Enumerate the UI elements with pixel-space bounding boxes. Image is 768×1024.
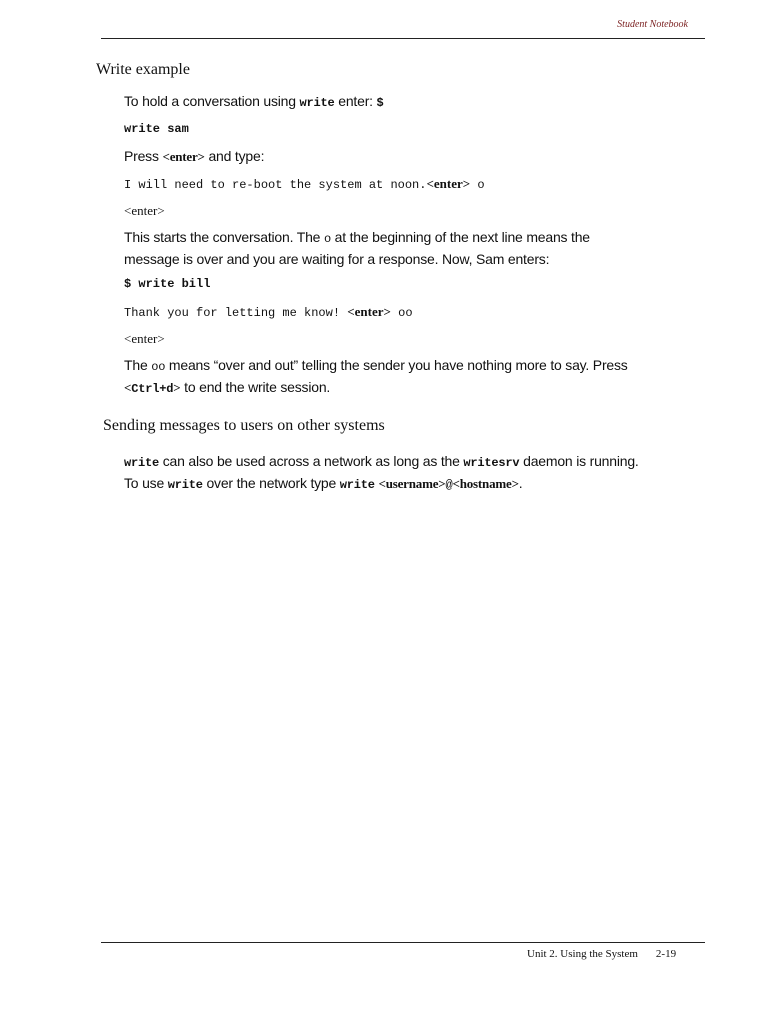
intro-prompt: $ (376, 96, 384, 110)
press-after: and type: (204, 148, 265, 164)
net2-end: . (518, 475, 523, 491)
header-rule (101, 38, 705, 39)
msg2-key: <enter> (347, 304, 391, 319)
conversation-paragraph (124, 227, 724, 269)
conversation-line-2: message is over and you are waiting for a response. Now, Sam enters: (124, 251, 550, 267)
press-paragraph (124, 146, 724, 167)
oo-code: oo (151, 360, 166, 374)
msg1-text: I will need to re-boot the system at noon. (124, 178, 427, 192)
enter-key-2: <enter> (124, 331, 165, 346)
msg1-after: o (470, 178, 485, 192)
intro-after: enter: (334, 93, 377, 109)
msg2-after: oo (390, 306, 413, 320)
press-key: <enter> (162, 149, 205, 164)
net2-cmd: write (167, 478, 203, 492)
conversation-line-1 (124, 227, 724, 249)
ctrl-d-open: < (124, 380, 132, 395)
section-heading-write-example: Write example (96, 61, 190, 78)
ctrl-d-close: > (173, 380, 181, 395)
network-paragraph (124, 451, 734, 495)
message-line-2 (124, 304, 724, 320)
net2-at: @ (445, 478, 453, 492)
notebook-label: Student Notebook (617, 19, 688, 30)
press-text: Press (124, 148, 163, 164)
network-line-2 (124, 473, 734, 495)
intro-paragraph (124, 91, 724, 113)
net2-user: <username> (378, 476, 446, 491)
enter-key-1: <enter> (124, 203, 165, 218)
net2-b: over the network type (202, 475, 340, 491)
section-heading-other-systems: Sending messages to users on other systems (103, 417, 385, 434)
net-cmd: write (124, 456, 160, 470)
msg2-text: Thank you for letting me know! (124, 306, 348, 320)
footer-rule (101, 942, 705, 943)
net-a: can also be used across a network as long as the (159, 453, 464, 469)
page-footer (527, 948, 676, 960)
oo-c: to end the write session. (180, 379, 331, 395)
oo-b: means “over and out” telling the sender you have nothing more to say. Press (165, 357, 628, 373)
page-number: 2-19 (655, 948, 677, 960)
net2-cmd2: write (339, 478, 375, 492)
intro-cmd: write (299, 96, 335, 110)
ctrl-d-key: Ctrl+d (131, 382, 174, 396)
net2-host: <hostname> (452, 476, 519, 491)
intro-text: To hold a conversation using (124, 93, 300, 109)
network-line-1 (124, 451, 734, 473)
command-write-bill: $ write bill (124, 277, 211, 291)
conv-b: at the beginning of the next line means the (330, 229, 590, 245)
message-line-1 (124, 176, 724, 192)
net2-a: To use (124, 475, 168, 491)
footer-unit: Unit 2. Using the System (527, 948, 638, 960)
over-and-out-paragraph (124, 355, 724, 399)
oo-a: The (124, 357, 152, 373)
msg1-key: <enter> (426, 176, 471, 191)
conv-code: o (323, 232, 331, 246)
command-write-sam: write sam (124, 122, 189, 136)
net-b: daemon is running. (519, 453, 639, 469)
net-daemon: writesrv (463, 456, 520, 470)
conv-a: This starts the conversation. The (124, 229, 324, 245)
